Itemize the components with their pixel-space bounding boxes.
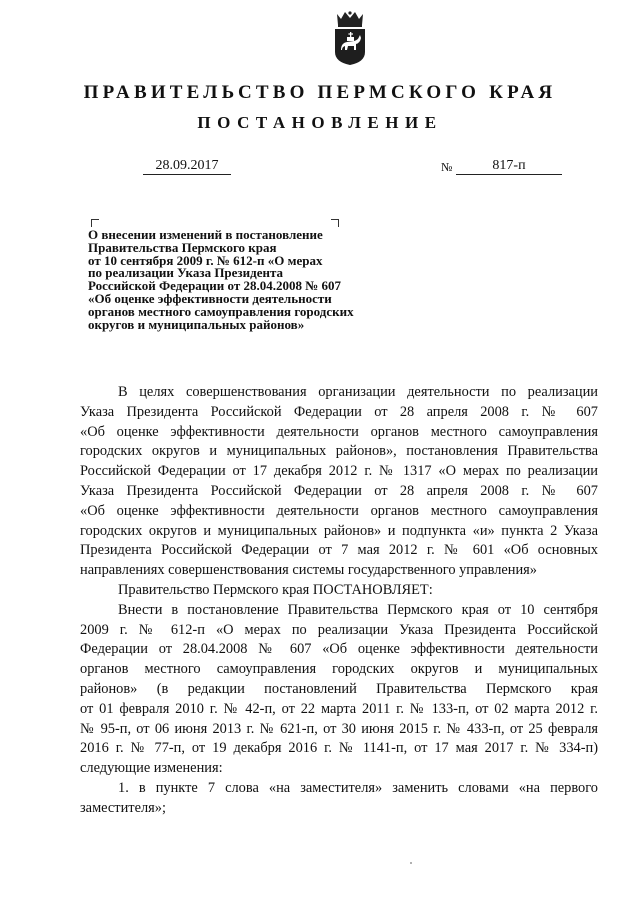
body-line: В целях совершенствования организации деятельности по реализации — [118, 384, 598, 400]
body-line: городских округов и муниципальных районов», постановления Правительства — [80, 443, 598, 460]
document-number: 817-п — [456, 157, 562, 175]
document-body — [80, 383, 598, 819]
subject-line: по реализации Указа Президента — [88, 265, 284, 281]
subject-line: округов и муниципальных районов» — [88, 316, 305, 332]
subject-line: «Об оценке эффективности деятельности — [88, 290, 332, 306]
scan-speck — [410, 862, 412, 864]
body-line: «Об оценке эффективности деятельности органов местного самоуправления — [80, 423, 598, 440]
body-line: районов» (в редакции постановлений Правительства Пермского края — [80, 680, 598, 697]
subject-line: Правительства Пермского края — [88, 239, 277, 255]
document-type: ПОСТАНОВЛЕНИЕ — [197, 113, 443, 132]
body-line: Указа Президента Российской Федерации от 28 апреля 2008 г. № 607 — [80, 403, 598, 420]
body-line: 2016 г. № 77-п, от 19 декабря 2016 г. № 1141-п, от 17 мая 2017 г. № 334-п) — [80, 740, 598, 757]
body-line: городских округов и муниципальных районов» и подпункта «и» пункта 2 Указа — [80, 522, 598, 539]
body-line: Президента Российской Федерации от 7 мая 2012 г. № 601 «Об основных — [80, 542, 598, 559]
body-line: № 95-п, от 06 июня 2013 г. № 621-п, от 30 июня 2015 г. № 433-п, от 25 февраля — [80, 720, 598, 737]
body-line: Внести в постановление Правительства Пермского края от 10 сентября — [118, 601, 598, 618]
body-line: 2009 г. № 612-п «О мерах по реализации Указа Президента Российской — [80, 621, 598, 638]
subject-line: от 10 сентября 2009 г. № 612-п «О мерах — [88, 252, 323, 268]
body-line: органов местного самоуправления городских округов и муниципальных — [80, 661, 598, 678]
body-line: заместителя»; — [80, 799, 166, 816]
body-line: Российской Федерации от 17 декабря 2012 г. № 1317 «О мерах по реализации — [80, 463, 598, 480]
body-line: следующие изменения: — [80, 760, 223, 777]
body-line: Указа Президента Российской Федерации от 28 апреля 2008 г. № 607 — [80, 482, 598, 499]
subject-line: Российской Федерации от 28.04.2008 № 607 — [88, 278, 342, 294]
body-line: Федерации от 28.04.2008 № 607 «Об оценке эффективности деятельности — [80, 641, 598, 658]
body-line: 1. в пункте 7 слова «на заместителя» заменить словами «на первого — [118, 779, 598, 796]
body-line: направлениях совершенствования системы государственного управления» — [80, 562, 537, 579]
subject-corner-mark-right — [331, 219, 339, 227]
subject-line: органов местного самоуправления городских — [88, 303, 354, 319]
body-line: от 01 февраля 2010 г. № 42-п, от 22 марта 2011 г. № 133-п, от 02 марта 2012 г. — [80, 700, 598, 717]
body-line: «Об оценке эффективности деятельности органов местного самоуправления — [80, 502, 598, 519]
coat-of-arms-icon — [330, 10, 370, 66]
document-date: 28.09.2017 — [143, 157, 231, 175]
subject-line: О внесении изменений в постановление — [88, 227, 323, 242]
government-title: ПРАВИТЕЛЬСТВО ПЕРМСКОГО КРАЯ — [83, 82, 557, 103]
subject-corner-mark-left — [91, 219, 99, 227]
number-label: № — [441, 160, 453, 174]
body-line: Правительство Пермского края ПОСТАНОВЛЯЕТ: — [118, 581, 433, 598]
document-subject — [88, 229, 408, 331]
